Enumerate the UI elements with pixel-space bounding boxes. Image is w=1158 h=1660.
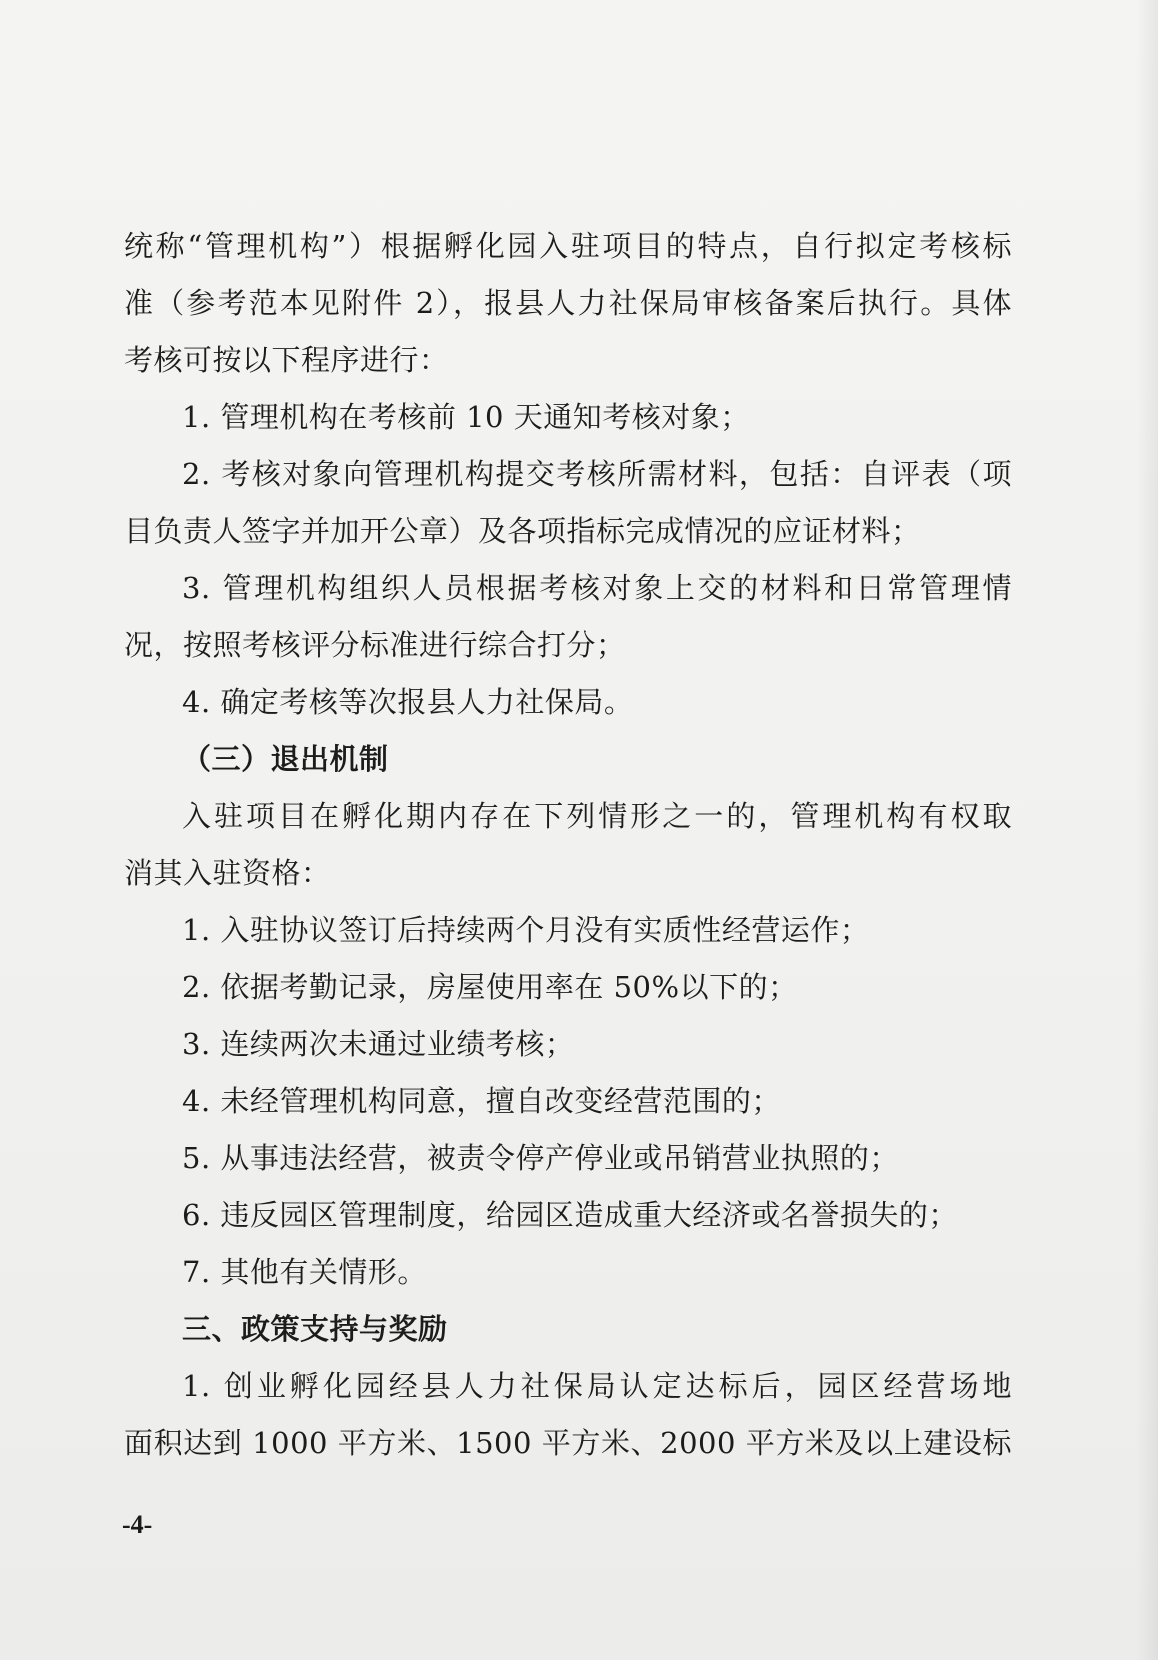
- page-edge-shadow: [1136, 0, 1158, 1660]
- section-heading: （三）退出机制: [182, 742, 389, 776]
- paragraph-line: 统称“管理机构”）根据孵化园入驻项目的特点，自行拟定考核标: [124, 229, 1012, 263]
- paragraph-line: 入驻项目在孵化期内存在下列情形之一的，管理机构有权取: [182, 799, 1012, 833]
- list-item: 7. 其他有关情形。: [182, 1255, 427, 1289]
- list-item: 6. 违反园区管理制度，给园区造成重大经济或名誉损失的；: [182, 1198, 958, 1232]
- paragraph-line: 目负责人签字并加开公章）及各项指标完成情况的应证材料；: [124, 514, 921, 548]
- paragraph-line: 准（参考范本见附件 2），报县人力社保局审核备案后执行。具体: [124, 286, 1012, 320]
- paragraph-line: 面积达到 1000 平方米、1500 平方米、2000 平方米及以上建设标: [124, 1426, 1012, 1460]
- page-number: -4-: [122, 1510, 153, 1539]
- paragraph-line: 考核可按以下程序进行：: [124, 343, 449, 377]
- chapter-heading: 三、政策支持与奖励: [182, 1312, 448, 1346]
- document-body: [124, 218, 1012, 1472]
- paragraph-line: 况，按照考核评分标准进行综合打分；: [124, 628, 626, 662]
- list-item: 1. 创业孵化园经县人力社保局认定达标后，园区经营场地: [182, 1369, 1012, 1403]
- list-item: 5. 从事违法经营，被责令停产停业或吊销营业执照的；: [182, 1141, 899, 1175]
- list-item: 2. 考核对象向管理机构提交考核所需材料，包括：自评表（项: [182, 457, 1012, 491]
- list-item: 3. 管理机构组织人员根据考核对象上交的材料和日常管理情: [182, 571, 1012, 605]
- list-item: 1. 入驻协议签订后持续两个月没有实质性经营运作；: [182, 913, 870, 947]
- list-item: 1. 管理机构在考核前 10 天通知考核对象；: [182, 400, 750, 434]
- paragraph-line: 消其入驻资格：: [124, 856, 331, 890]
- list-item: 3. 连续两次未通过业绩考核；: [182, 1027, 575, 1061]
- list-item: 2. 依据考勤记录，房屋使用率在 50%以下的；: [182, 970, 798, 1004]
- list-item: 4. 确定考核等次报县人力社保局。: [182, 685, 634, 719]
- list-item: 4. 未经管理机构同意，擅自改变经营范围的；: [182, 1084, 781, 1118]
